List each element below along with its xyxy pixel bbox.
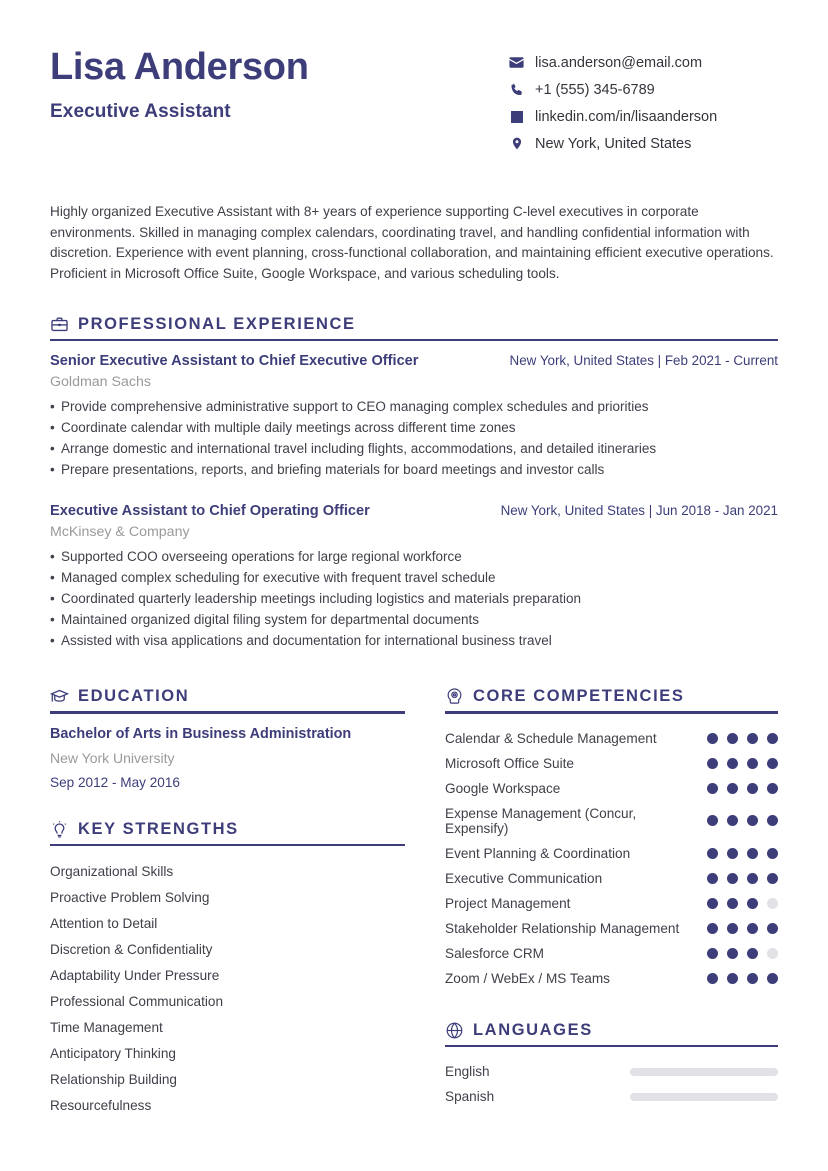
- experience-bullets: [50, 397, 778, 481]
- rating-dot-filled: [767, 923, 778, 934]
- rating-dot-filled: [707, 783, 718, 794]
- rating-dot-empty: [767, 898, 778, 909]
- list-item: Adaptability Under Pressure: [50, 967, 220, 983]
- briefcase-icon: [50, 315, 69, 334]
- experience-bullet: • Maintained organized digital filing system for departmental documents: [50, 610, 778, 631]
- list-item: Attention to Detail: [50, 915, 158, 931]
- globe-icon: [445, 1021, 464, 1040]
- contact-phone-text: +1 (555) 345-6789: [535, 81, 655, 98]
- competency-row: [445, 726, 778, 751]
- experience-entry-headline: [50, 503, 778, 519]
- right-column: [445, 687, 778, 1118]
- experience-entry-headline: [50, 353, 778, 369]
- competency-row: [445, 841, 778, 866]
- section-divider: [445, 711, 778, 714]
- rating-dot-filled: [707, 848, 718, 859]
- competency-row: [445, 866, 778, 891]
- list-item: Proactive Problem Solving: [50, 889, 210, 905]
- rating-dot-filled: [767, 783, 778, 794]
- graduation-cap-icon: [50, 687, 69, 706]
- rating-dot-filled: [727, 898, 738, 909]
- competency-row: [445, 776, 778, 801]
- rating-dot-filled: [747, 815, 758, 826]
- rating-dot-filled: [747, 873, 758, 884]
- competency-label: Expense Management (Concur, Expensify): [445, 805, 637, 836]
- competency-rating: [707, 898, 778, 909]
- language-row: [445, 1084, 778, 1109]
- competency-rating: [707, 815, 778, 826]
- section-core-competencies: [445, 687, 778, 991]
- experience-company: Goldman Sachs: [50, 374, 151, 391]
- experience-bullet: • Arrange domestic and international travel including flights, accommodations, and detailed itineraries: [50, 439, 778, 460]
- rating-dot-filled: [767, 873, 778, 884]
- contact-location-text: New York, United States: [535, 135, 692, 152]
- list-item: Discretion & Confidentiality: [50, 941, 213, 957]
- contact-location: [508, 135, 778, 152]
- section-header: [50, 315, 778, 339]
- competency-label: Microsoft Office Suite: [445, 755, 574, 771]
- section-title: LANGUAGES: [473, 1020, 593, 1039]
- section-languages: [445, 1021, 778, 1110]
- competency-row: [445, 966, 778, 991]
- rating-dot-filled: [707, 815, 718, 826]
- competency-rating: [707, 948, 778, 959]
- list-item: Resourcefulness: [50, 1097, 152, 1113]
- language-row: [445, 1059, 778, 1084]
- experience-bullet: • Coordinate calendar with multiple daily meetings across different time zones: [50, 418, 778, 439]
- rating-dot-filled: [707, 973, 718, 984]
- competency-label: Zoom / WebEx / MS Teams: [445, 970, 610, 986]
- rating-dot-filled: [747, 758, 758, 769]
- education-dates: Sep 2012 - May 2016: [50, 774, 180, 790]
- experience-bullet: • Prepare presentations, reports, and briefing materials for board meetings and investor calls: [50, 460, 778, 481]
- experience-role: Executive Assistant to Chief Operating Officer: [50, 502, 370, 519]
- rating-dot-filled: [747, 783, 758, 794]
- rating-dot-filled: [727, 758, 738, 769]
- rating-dot-filled: [727, 815, 738, 826]
- rating-dot-filled: [727, 973, 738, 984]
- section-key-strengths: [50, 820, 405, 1119]
- section-title: PROFESSIONAL EXPERIENCE: [78, 314, 356, 333]
- section-title: KEY STRENGTHS: [78, 819, 239, 838]
- list-item: Relationship Building: [50, 1071, 177, 1087]
- rating-dot-filled: [767, 758, 778, 769]
- list-item: Anticipatory Thinking: [50, 1045, 176, 1061]
- experience-bullet: • Managed complex scheduling for executive with frequent travel schedule: [50, 568, 778, 589]
- competency-label: Salesforce CRM: [445, 945, 544, 961]
- section-divider: [445, 1045, 778, 1048]
- competency-row: [445, 941, 778, 966]
- rating-dot-empty: [767, 948, 778, 959]
- section-header: [50, 687, 405, 711]
- identity-block: [50, 46, 309, 123]
- brain-head-icon: [445, 687, 464, 706]
- rating-dot-filled: [747, 898, 758, 909]
- location-pin-icon: [508, 135, 525, 152]
- section-divider: [50, 844, 405, 847]
- rating-dot-filled: [747, 973, 758, 984]
- list-item: Professional Communication: [50, 993, 224, 1009]
- page-title: Lisa Anderson: [50, 46, 309, 88]
- linkedin-icon: [508, 108, 525, 125]
- contact-linkedin-text: linkedin.com/in/lisaanderson: [535, 108, 718, 125]
- language-proficiency-bar: [630, 1068, 778, 1076]
- rating-dot-filled: [747, 923, 758, 934]
- competency-label: Stakeholder Relationship Management: [445, 920, 680, 936]
- contact-email[interactable]: [508, 54, 778, 71]
- contact-block: [508, 46, 778, 162]
- experience-company: McKinsey & Company: [50, 523, 190, 540]
- rating-dot-filled: [747, 848, 758, 859]
- section-header: [50, 820, 405, 844]
- lower-columns: [50, 687, 778, 1118]
- experience-meta: New York, United States | Feb 2021 - Current: [509, 353, 778, 369]
- competency-rating: [707, 848, 778, 859]
- section-header: [445, 687, 778, 711]
- rating-dot-filled: [707, 733, 718, 744]
- experience-entry: [50, 353, 778, 481]
- language-proficiency-bar: [630, 1093, 778, 1101]
- phone-icon: [508, 81, 525, 98]
- job-title: Executive Assistant: [50, 100, 231, 122]
- education-school: New York University: [50, 749, 175, 766]
- list-item: Time Management: [50, 1019, 163, 1035]
- competency-rating: [707, 923, 778, 934]
- contact-linkedin[interactable]: [508, 108, 778, 125]
- rating-dot-filled: [747, 948, 758, 959]
- professional-summary: Highly organized Executive Assistant with 8+ years of experience supporting C-level executives in corporate environments. Skilled in managing complex calendars, coordinating travel, and handling confidential information with discretion. Experience with event planning, cross-functional collaboration, and maintaining efficient executive operations. Proficient in Microsoft Office Suite, Google Workspace, and various scheduling tools.: [50, 204, 774, 281]
- competency-rating: [707, 733, 778, 744]
- language-label: English: [445, 1064, 490, 1080]
- rating-dot-filled: [707, 923, 718, 934]
- left-column: [50, 687, 405, 1118]
- rating-dot-filled: [707, 948, 718, 959]
- section-header: [445, 1021, 778, 1045]
- rating-dot-filled: [707, 898, 718, 909]
- rating-dot-filled: [727, 848, 738, 859]
- competency-row: [445, 751, 778, 776]
- rating-dot-filled: [727, 873, 738, 884]
- list-item: Organizational Skills: [50, 863, 174, 879]
- experience-bullets: [50, 547, 778, 652]
- competency-label: Calendar & Schedule Management: [445, 730, 657, 746]
- rating-dot-filled: [707, 758, 718, 769]
- experience-bullet: • Assisted with visa applications and documentation for international business travel: [50, 631, 778, 652]
- section-divider: [50, 339, 778, 342]
- competency-rating: [707, 758, 778, 769]
- section-education: [50, 687, 405, 790]
- competency-label: Project Management: [445, 895, 571, 911]
- key-strengths-list: [50, 858, 405, 1118]
- competency-label: Event Planning & Coordination: [445, 845, 631, 861]
- competency-label: Google Workspace: [445, 780, 561, 796]
- rating-dot-filled: [727, 783, 738, 794]
- rating-dot-filled: [747, 733, 758, 744]
- resume-header: [50, 46, 778, 162]
- competency-label: Executive Communication: [445, 870, 603, 886]
- section-professional-experience: [50, 315, 778, 652]
- competency-rating: [707, 973, 778, 984]
- language-label: Spanish: [445, 1089, 495, 1105]
- rating-dot-filled: [767, 973, 778, 984]
- rating-dot-filled: [727, 733, 738, 744]
- rating-dot-filled: [727, 948, 738, 959]
- email-icon: [508, 54, 525, 71]
- experience-bullet: • Coordinated quarterly leadership meetings including logistics and materials preparation: [50, 589, 778, 610]
- competency-row: [445, 891, 778, 916]
- experience-role: Senior Executive Assistant to Chief Executive Officer: [50, 353, 419, 370]
- lightbulb-icon: [50, 820, 69, 839]
- experience-entry: [50, 503, 778, 652]
- competency-rating: [707, 873, 778, 884]
- contact-phone[interactable]: [508, 81, 778, 98]
- section-title: CORE COMPETENCIES: [473, 687, 685, 706]
- rating-dot-filled: [727, 923, 738, 934]
- rating-dot-filled: [767, 815, 778, 826]
- competency-rating: [707, 783, 778, 794]
- rating-dot-filled: [707, 873, 718, 884]
- contact-email-text: lisa.anderson@email.com: [535, 54, 703, 71]
- experience-bullet: • Supported COO overseeing operations for large regional workforce: [50, 547, 778, 568]
- competency-list: [445, 726, 778, 991]
- rating-dot-filled: [767, 848, 778, 859]
- experience-bullet: • Provide comprehensive administrative support to CEO managing complex schedules and priorities: [50, 397, 778, 418]
- education-degree: Bachelor of Arts in Business Administration: [50, 725, 352, 742]
- competency-row: [445, 801, 778, 841]
- competency-row: [445, 916, 778, 941]
- section-divider: [50, 711, 405, 714]
- rating-dot-filled: [767, 733, 778, 744]
- section-title: EDUCATION: [78, 687, 190, 706]
- experience-meta: New York, United States | Jun 2018 - Jan 2021: [500, 502, 778, 518]
